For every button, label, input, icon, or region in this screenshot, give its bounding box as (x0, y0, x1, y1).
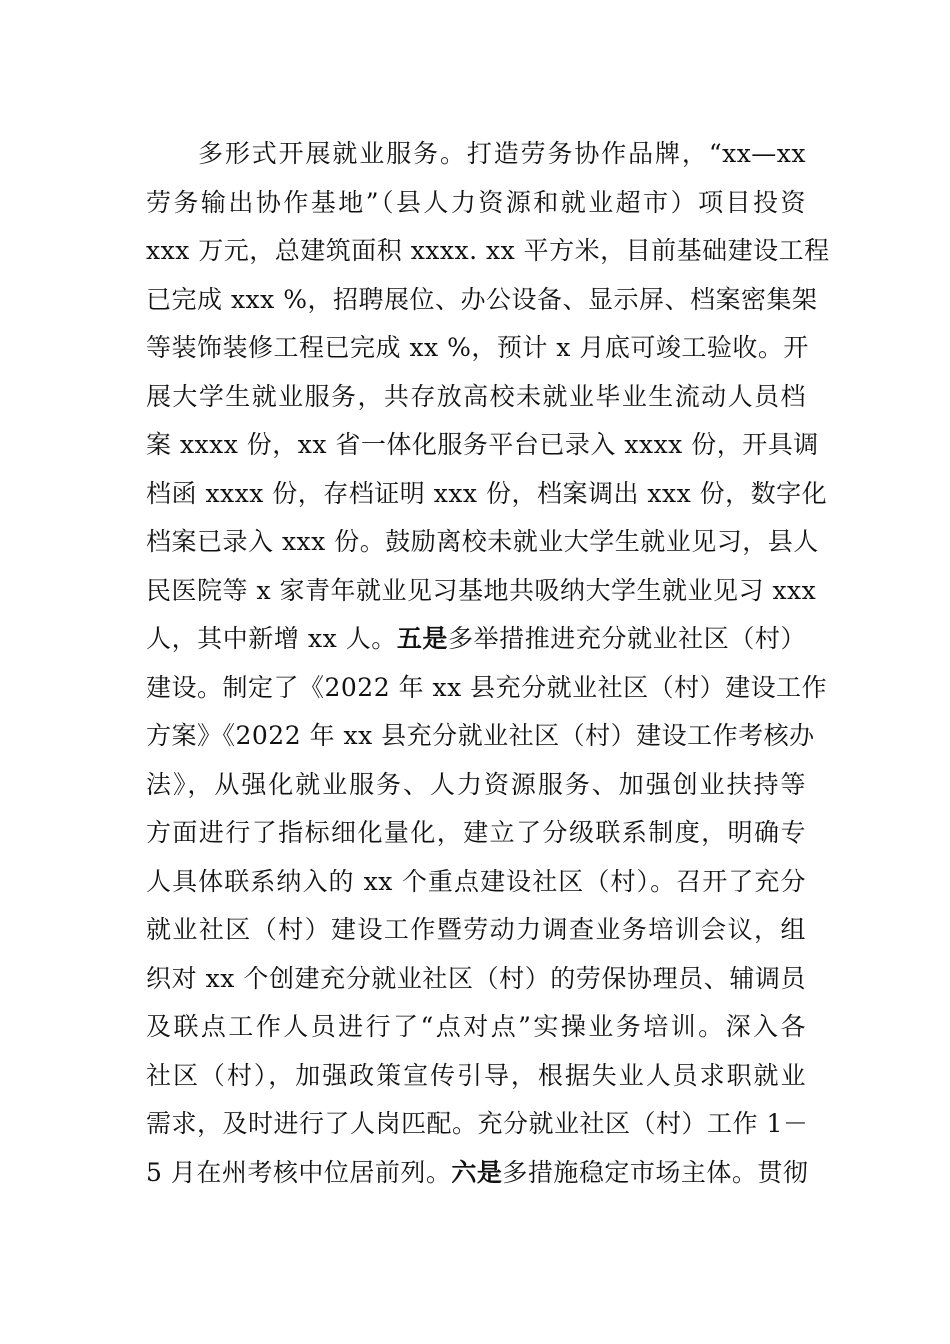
text-line: 法》，从强化就业服务、人力资源服务、加强创业扶持等 (146, 769, 806, 799)
text-line (146, 1149, 809, 1198)
text-line: 人具体联系纳入的 xx 个重点建设社区（村）。召开了充分 (146, 866, 806, 896)
text-line: 方面进行了指标细化量化，建立了分级联系制度，明确专 (146, 818, 806, 847)
emphasis-label: 六是 (451, 1157, 503, 1187)
text-segment: 多措施稳定市场主体。贯彻 (502, 1157, 809, 1187)
text-segment: 人，其中新增 xx 人。 (146, 624, 397, 653)
text-line: 织对 xx 个创建充分就业社区（村）的劳保协理员、辅调员 (146, 963, 806, 993)
text-line: 多形式开展就业服务。打造劳务协作品牌，“xx—xx (198, 139, 806, 168)
text-line: 案 xxxx 份，xx 省一体化服务平台已录入 xxxx 份，开具调 (146, 430, 819, 459)
body-paragraph (146, 130, 830, 1197)
text-segment: 5 月在州考核中位居前列。 (146, 1157, 452, 1187)
text-line: 需求，及时进行了人岗匹配。充分就业社区（村）工作 1－ (146, 1109, 809, 1138)
text-line: 档函 xxxx 份，存档证明 xxx 份，档案调出 xxx 份，数字化 (146, 478, 828, 508)
text-line: 社区（村），加强政策宣传引导，根据失业人员求职就业 (146, 1060, 806, 1090)
text-line: 展大学生就业服务，共存放高校未就业毕业生流动人员档 (146, 381, 806, 411)
text-line: 及联点工作人员进行了“点对点”实操业务培训。深入各 (146, 1012, 806, 1041)
text-line: 已完成 xxx %，招聘展位、办公设备、显示屏、档案密集架 (146, 284, 818, 314)
text-line: 劳务输出协作基地”（县人力资源和就业超市）项目投资 (146, 187, 806, 217)
text-line: 等装饰装修工程已完成 xx %，预计 x 月底可竣工验收。开 (146, 333, 809, 362)
emphasis-label: 五是 (396, 624, 448, 653)
text-line: 建设。制定了《2022 年 xx 县充分就业社区（村）建设工作 (146, 672, 828, 702)
text-line: xxx 万元，总建筑面积 xxxx. xx 平方米，目前基础建设工程 (146, 236, 830, 265)
text-segment: 多举措推进充分就业社区（村） (448, 624, 806, 653)
text-line (146, 615, 806, 664)
text-line: 民医院等 x 家青年就业见习基地共吸纳大学生就业见习 xxx (146, 575, 817, 605)
text-line: 就业社区（村）建设工作暨劳动力调查业务培训会议，组 (146, 915, 806, 944)
text-line: 档案已录入 xxx 份。鼓励离校未就业大学生就业见习，县人 (146, 527, 819, 556)
text-line: 方案》《2022 年 xx 县充分就业社区（村）建设工作考核办 (146, 721, 815, 750)
